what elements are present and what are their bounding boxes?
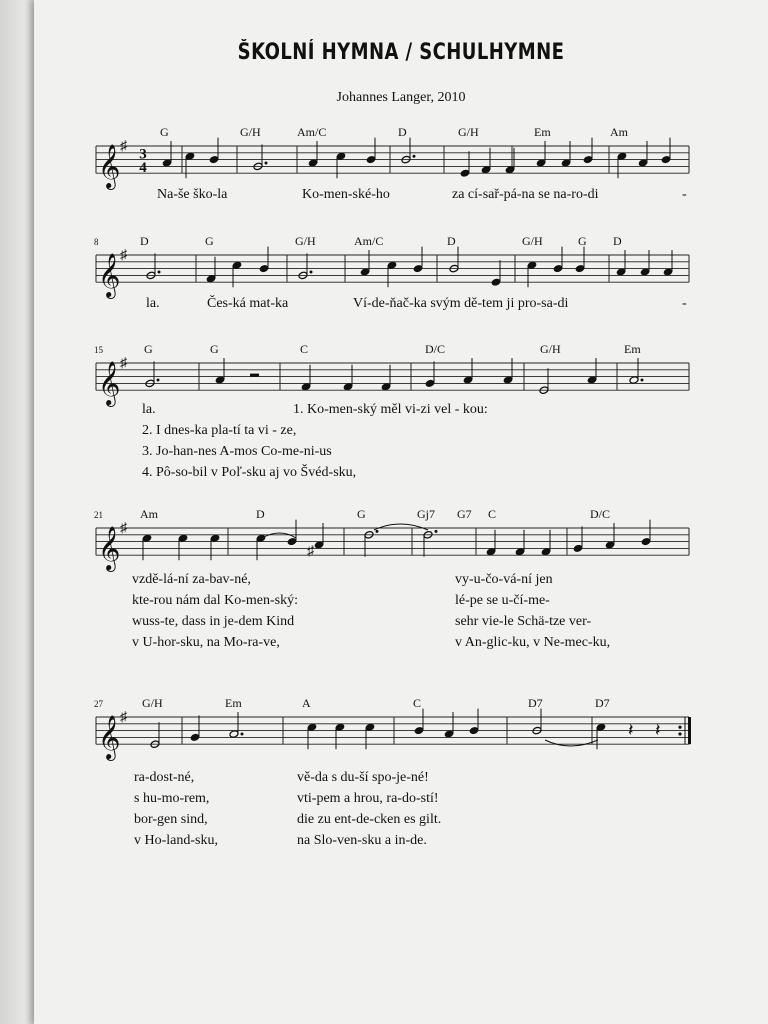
note-head <box>573 544 583 553</box>
chord-symbol: G <box>160 125 169 139</box>
lyric-text: bor-gen sind, <box>134 812 208 827</box>
chord-symbol: Am/C <box>297 125 327 139</box>
tie <box>545 740 598 746</box>
tie <box>374 524 428 530</box>
dot <box>241 733 244 736</box>
measure-number: 27 <box>94 699 103 709</box>
note-head <box>209 155 219 164</box>
lyric-text: Čes-ká mat-ka <box>207 296 289 311</box>
repeat-dot <box>678 726 681 729</box>
quarter-rest: 𝄽 <box>628 720 634 740</box>
note-head <box>661 155 671 164</box>
note-head <box>460 169 470 178</box>
chord-symbol: G/H <box>540 342 561 356</box>
half-rest <box>250 374 259 377</box>
lyric-text: vě-da s du-ší spo-je-né! <box>297 770 429 785</box>
lyric-text: - <box>682 187 687 202</box>
chord-symbol: G <box>144 342 153 356</box>
dot <box>641 379 644 382</box>
dot <box>157 379 160 382</box>
lyric-text: vti-pem a hrou, ra-do-stí! <box>297 791 439 806</box>
chord-symbol: D <box>140 234 149 248</box>
chord-symbol: D <box>398 125 407 139</box>
chord-symbol: Gj7 <box>417 507 435 521</box>
treble-clef: 𝄞 <box>98 528 121 571</box>
lyric-text: v U-hor-sku, na Mo-ra-ve, <box>132 635 280 650</box>
chord-symbol: D <box>613 234 622 248</box>
chord-symbol: G <box>578 234 587 248</box>
chord-symbol: G/H <box>240 125 261 139</box>
lyric-text: Na-še ško-la <box>157 187 228 202</box>
note-head <box>491 278 501 287</box>
chord-symbol: D/C <box>590 507 611 521</box>
lyric-text: wuss-te, dass in je-dem Kind <box>132 614 295 629</box>
chord-symbol: Em <box>624 342 641 356</box>
lyric-text: kte-rou nám dal Ko-men-ský: <box>132 593 299 608</box>
chord-symbol: Am <box>140 507 158 521</box>
treble-clef: 𝄞 <box>98 146 121 189</box>
chord-symbol: D/C <box>425 342 446 356</box>
lyric-text: sehr vie-le Schä-tze ver- <box>455 614 592 629</box>
staff-system <box>94 234 689 311</box>
staff-system <box>94 342 689 480</box>
dot <box>376 530 379 533</box>
chord-symbol: D7 <box>595 696 610 710</box>
chord-symbol: Am <box>610 125 628 139</box>
page-title: ŠKOLNÍ HYMNA / SCHULHYMNE <box>237 40 565 65</box>
note-head <box>287 537 297 546</box>
lyric-text: 1. Ko-men-ský měl vi-zi vel - kou: <box>293 402 488 417</box>
lyric-text: v An-glic-ku, v Ne-mec-ku, <box>455 635 611 650</box>
time-signature-bottom: 4 <box>139 160 147 177</box>
lyric-text: v Ho-land-sku, <box>134 833 218 848</box>
accidental-sharp: ♯ <box>307 544 314 559</box>
key-signature-sharp: ♯ <box>120 710 127 725</box>
measure-number: 21 <box>94 510 103 520</box>
chord-symbol: G <box>357 507 366 521</box>
treble-clef: 𝄞 <box>98 255 121 298</box>
key-signature-sharp: ♯ <box>120 139 127 154</box>
note-head <box>425 379 435 388</box>
dot <box>158 271 161 274</box>
note-head <box>259 264 269 273</box>
slur <box>262 533 296 538</box>
lyric-text: za cí-sař-pá-na se na-ro-di <box>452 187 599 202</box>
score-layer <box>94 125 691 848</box>
lyric-text: Ví-de-ňač-ka svým dě-tem ji pro-sa-di <box>353 296 569 311</box>
lyric-text: - <box>682 296 687 311</box>
lyric-text: la. <box>146 296 160 311</box>
staff-system <box>96 125 689 202</box>
treble-clef: 𝄞 <box>98 717 121 760</box>
chord-symbol: A <box>302 696 311 710</box>
measure-number: 8 <box>94 237 99 247</box>
lyric-text: vzdě-lá-ní za-bav-né, <box>132 572 251 587</box>
lyric-text: die zu ent-de-cken es gilt. <box>297 812 442 827</box>
lyric-text: Ko-men-ské-ho <box>302 187 390 202</box>
chord-symbol: G/H <box>522 234 543 248</box>
notation-extras <box>250 374 661 746</box>
key-signature-sharp: ♯ <box>120 521 127 536</box>
chord-symbol: D7 <box>528 696 543 710</box>
dot <box>435 530 438 533</box>
staff-system <box>94 696 691 848</box>
chord-symbol: G7 <box>457 507 472 521</box>
chord-symbol: G/H <box>142 696 163 710</box>
treble-clef: 𝄞 <box>98 363 121 406</box>
dot <box>310 271 313 274</box>
chord-symbol: G <box>210 342 219 356</box>
lyric-text: lé-pe se u-čí-me- <box>455 593 550 608</box>
repeat-dot <box>678 732 681 735</box>
chord-symbol: G/H <box>295 234 316 248</box>
note-head <box>583 155 593 164</box>
note-head <box>553 264 563 273</box>
note-head <box>575 264 585 273</box>
lyric-text: 4. Pô-so-bil v Poľ-sku aj vo Švéd-sku, <box>142 465 357 480</box>
chord-symbol: G <box>205 234 214 248</box>
measure-number: 15 <box>94 345 103 355</box>
chord-symbol: C <box>488 507 497 521</box>
quarter-rest: 𝄽 <box>655 720 661 740</box>
chord-symbol: C <box>300 342 309 356</box>
lyric-text: vy-u-čo-vá-ní jen <box>455 572 553 587</box>
chord-symbol: Am/C <box>354 234 384 248</box>
note-head <box>641 537 651 546</box>
chord-symbol: Em <box>534 125 551 139</box>
note-head <box>469 726 479 735</box>
note-head <box>190 733 200 742</box>
lyric-text: s hu-mo-rem, <box>134 791 210 806</box>
chord-symbol: D <box>256 507 265 521</box>
composer-credit: Johannes Langer, 2010 <box>336 90 466 105</box>
dot <box>413 155 416 158</box>
note-head <box>414 726 424 735</box>
chord-symbol: C <box>413 696 422 710</box>
note-head <box>366 155 376 164</box>
key-signature-sharp: ♯ <box>120 248 127 263</box>
lyric-text: ra-dost-né, <box>134 770 195 785</box>
chord-symbol: Em <box>225 696 242 710</box>
final-bar-line <box>688 717 691 744</box>
staff-system <box>94 507 689 650</box>
lyric-text: la. <box>142 402 156 417</box>
chord-symbol: D <box>447 234 456 248</box>
lyric-text: 2. I dnes-ka pla-tí ta vi - ze, <box>142 423 297 438</box>
note-head <box>413 264 423 273</box>
key-signature-sharp: ♯ <box>120 356 127 371</box>
chord-symbol: G/H <box>458 125 479 139</box>
lyric-text: na Slo-ven-sku a in-de. <box>297 833 427 848</box>
lyric-text: 3. Jo-han-nes A-mos Co-me-ni-us <box>142 444 332 459</box>
dot <box>265 162 268 165</box>
time-signature-top: 3 <box>139 146 147 163</box>
